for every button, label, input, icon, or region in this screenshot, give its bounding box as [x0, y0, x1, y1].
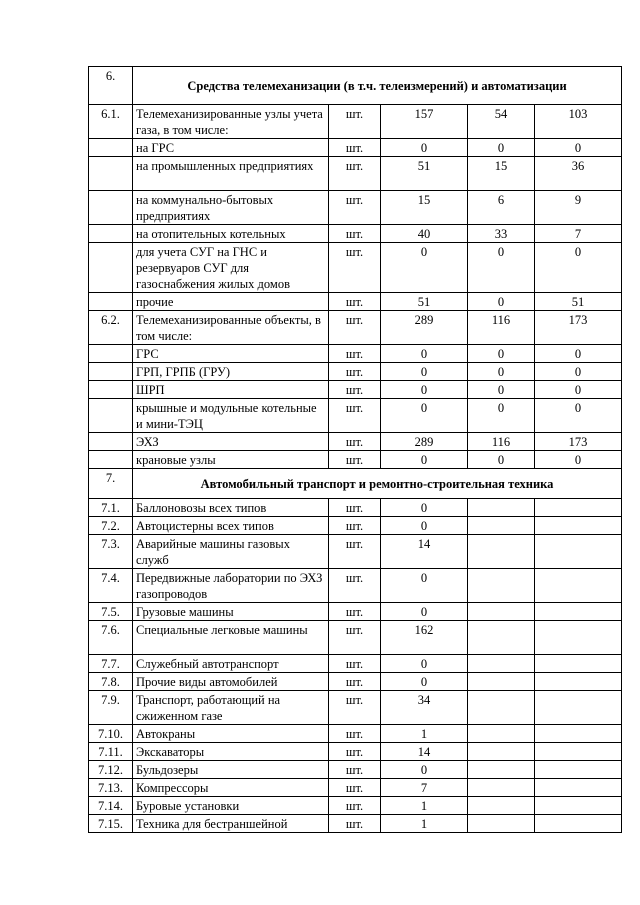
row-value-3	[535, 517, 622, 535]
row-number: 7.1.	[89, 499, 133, 517]
row-value-1: 0	[381, 243, 468, 293]
row-unit: шт.	[329, 243, 381, 293]
row-unit: шт.	[329, 569, 381, 603]
row-value-2: 15	[468, 157, 535, 191]
row-name: для учета СУГ на ГНС и резервуаров СУГ для газоснабжения жилых домов	[133, 243, 329, 293]
row-value-1: 14	[381, 743, 468, 761]
row-value-1: 15	[381, 191, 468, 225]
row-value-1: 34	[381, 691, 468, 725]
table-row	[89, 293, 622, 311]
row-number: 7.5.	[89, 603, 133, 621]
row-name: Техника для бестраншейной	[133, 815, 329, 833]
row-name: ГРП, ГРПБ (ГРУ)	[133, 363, 329, 381]
row-value-3: 173	[535, 311, 622, 345]
row-value-1: 157	[381, 105, 468, 139]
row-name: Грузовые машины	[133, 603, 329, 621]
table-row	[89, 691, 622, 725]
row-value-1: 51	[381, 293, 468, 311]
table-row	[89, 381, 622, 399]
row-number: 7.10.	[89, 725, 133, 743]
row-value-2: 6	[468, 191, 535, 225]
row-number: 7.14.	[89, 797, 133, 815]
row-value-2: 0	[468, 363, 535, 381]
row-number: 6.1.	[89, 105, 133, 139]
row-value-2: 0	[468, 243, 535, 293]
row-value-3: 0	[535, 381, 622, 399]
row-value-3: 0	[535, 139, 622, 157]
row-unit: шт.	[329, 603, 381, 621]
table-row	[89, 499, 622, 517]
row-number	[89, 157, 133, 191]
row-unit: шт.	[329, 293, 381, 311]
table-row	[89, 139, 622, 157]
section-title: Автомобильный транспорт и ремонтно-строительная техника	[133, 469, 622, 499]
table-row	[89, 517, 622, 535]
row-value-1: 1	[381, 725, 468, 743]
row-value-3	[535, 603, 622, 621]
row-value-3	[535, 761, 622, 779]
row-value-3: 0	[535, 451, 622, 469]
row-value-2	[468, 725, 535, 743]
row-unit: шт.	[329, 191, 381, 225]
section-number: 7.	[89, 469, 133, 499]
table-row	[89, 603, 622, 621]
table-row	[89, 779, 622, 797]
row-value-1: 0	[381, 569, 468, 603]
row-value-3: 0	[535, 399, 622, 433]
row-value-2	[468, 603, 535, 621]
table-row	[89, 363, 622, 381]
row-unit: шт.	[329, 797, 381, 815]
table-row	[89, 345, 622, 363]
row-value-1: 0	[381, 139, 468, 157]
row-name: Специальные легковые машины	[133, 621, 329, 655]
row-number: 7.6.	[89, 621, 133, 655]
row-number	[89, 243, 133, 293]
row-value-3	[535, 725, 622, 743]
row-value-2: 0	[468, 381, 535, 399]
row-value-3	[535, 569, 622, 603]
table-row	[89, 243, 622, 293]
row-number	[89, 191, 133, 225]
row-unit: шт.	[329, 157, 381, 191]
row-name: на ГРС	[133, 139, 329, 157]
row-value-3	[535, 779, 622, 797]
row-value-3: 173	[535, 433, 622, 451]
row-unit: шт.	[329, 725, 381, 743]
row-value-2: 0	[468, 293, 535, 311]
table-row	[89, 157, 622, 191]
row-value-1: 14	[381, 535, 468, 569]
row-value-1: 0	[381, 517, 468, 535]
row-value-1: 0	[381, 363, 468, 381]
row-number: 7.7.	[89, 655, 133, 673]
row-unit: шт.	[329, 225, 381, 243]
row-number: 7.12.	[89, 761, 133, 779]
row-unit: шт.	[329, 399, 381, 433]
row-value-1: 162	[381, 621, 468, 655]
row-name: на отопительных котельных	[133, 225, 329, 243]
row-value-3: 103	[535, 105, 622, 139]
row-number	[89, 363, 133, 381]
row-number	[89, 381, 133, 399]
row-value-2	[468, 499, 535, 517]
table-row	[89, 569, 622, 603]
row-value-2: 0	[468, 399, 535, 433]
section-header-row	[89, 67, 622, 105]
row-number	[89, 451, 133, 469]
row-unit: шт.	[329, 535, 381, 569]
row-name: ГРС	[133, 345, 329, 363]
row-unit: шт.	[329, 381, 381, 399]
row-number	[89, 433, 133, 451]
row-value-3: 51	[535, 293, 622, 311]
table-row	[89, 797, 622, 815]
table-row	[89, 311, 622, 345]
row-value-3: 9	[535, 191, 622, 225]
row-value-2	[468, 691, 535, 725]
row-value-2	[468, 569, 535, 603]
row-name: Телемеханизированные объекты, в том числе:	[133, 311, 329, 345]
section-number: 6.	[89, 67, 133, 105]
table-row	[89, 451, 622, 469]
row-value-1: 40	[381, 225, 468, 243]
row-value-3	[535, 673, 622, 691]
row-name: Служебный автотранспорт	[133, 655, 329, 673]
row-value-1: 0	[381, 499, 468, 517]
section-header-row	[89, 469, 622, 499]
row-value-3: 36	[535, 157, 622, 191]
row-number: 7.9.	[89, 691, 133, 725]
row-value-3	[535, 691, 622, 725]
row-value-2	[468, 761, 535, 779]
row-unit: шт.	[329, 743, 381, 761]
row-unit: шт.	[329, 311, 381, 345]
row-unit: шт.	[329, 499, 381, 517]
row-name: Бульдозеры	[133, 761, 329, 779]
row-value-3: 0	[535, 243, 622, 293]
row-value-1: 1	[381, 797, 468, 815]
row-number	[89, 345, 133, 363]
row-number: 7.15.	[89, 815, 133, 833]
table-row	[89, 535, 622, 569]
row-unit: шт.	[329, 517, 381, 535]
row-unit: шт.	[329, 779, 381, 797]
row-number	[89, 225, 133, 243]
table-row	[89, 433, 622, 451]
row-value-2: 0	[468, 345, 535, 363]
row-unit: шт.	[329, 691, 381, 725]
row-name: ШРП	[133, 381, 329, 399]
row-name: прочие	[133, 293, 329, 311]
table-body	[89, 67, 622, 833]
row-value-1: 289	[381, 311, 468, 345]
row-value-2: 0	[468, 451, 535, 469]
row-value-1: 0	[381, 451, 468, 469]
row-value-1: 0	[381, 761, 468, 779]
row-value-2: 0	[468, 139, 535, 157]
row-value-3	[535, 797, 622, 815]
row-value-3	[535, 743, 622, 761]
table-row	[89, 761, 622, 779]
row-name: Передвижные лаборатории по ЭХЗ газопроводов	[133, 569, 329, 603]
table-row	[89, 225, 622, 243]
row-number: 7.3.	[89, 535, 133, 569]
row-value-3	[535, 499, 622, 517]
table-row	[89, 815, 622, 833]
row-name: крышные и модульные котельные и мини-ТЭЦ	[133, 399, 329, 433]
table-row	[89, 743, 622, 761]
row-value-1: 7	[381, 779, 468, 797]
row-unit: шт.	[329, 655, 381, 673]
row-unit: шт.	[329, 345, 381, 363]
document-page	[88, 66, 621, 833]
row-unit: шт.	[329, 139, 381, 157]
row-name: Баллоновозы всех типов	[133, 499, 329, 517]
row-number	[89, 139, 133, 157]
row-value-1: 0	[381, 345, 468, 363]
row-value-2	[468, 815, 535, 833]
row-unit: шт.	[329, 815, 381, 833]
row-name: Экскаваторы	[133, 743, 329, 761]
row-value-2: 116	[468, 311, 535, 345]
row-unit: шт.	[329, 761, 381, 779]
row-value-1: 1	[381, 815, 468, 833]
row-number: 7.13.	[89, 779, 133, 797]
row-value-3	[535, 621, 622, 655]
row-value-2	[468, 797, 535, 815]
row-number: 7.11.	[89, 743, 133, 761]
row-unit: шт.	[329, 105, 381, 139]
row-value-1: 51	[381, 157, 468, 191]
row-name: на коммунально-бытовых предприятиях	[133, 191, 329, 225]
row-value-3: 0	[535, 363, 622, 381]
row-value-3	[535, 655, 622, 673]
row-value-2	[468, 673, 535, 691]
row-value-3: 0	[535, 345, 622, 363]
row-value-3	[535, 535, 622, 569]
row-value-2	[468, 535, 535, 569]
table-row	[89, 655, 622, 673]
row-name: Аварийные машины газовых служб	[133, 535, 329, 569]
row-value-1: 289	[381, 433, 468, 451]
row-unit: шт.	[329, 621, 381, 655]
row-value-3: 7	[535, 225, 622, 243]
row-name: Автоцистерны всех типов	[133, 517, 329, 535]
row-name: Буровые установки	[133, 797, 329, 815]
table-row	[89, 191, 622, 225]
row-unit: шт.	[329, 451, 381, 469]
row-value-2	[468, 517, 535, 535]
table-row	[89, 105, 622, 139]
row-name: крановые узлы	[133, 451, 329, 469]
row-value-1: 0	[381, 655, 468, 673]
row-value-1: 0	[381, 603, 468, 621]
section-title: Средства телемеханизации (в т.ч. телеизмерений) и автоматизации	[133, 67, 622, 105]
table-row	[89, 399, 622, 433]
row-name: ЭХЗ	[133, 433, 329, 451]
row-value-1: 0	[381, 399, 468, 433]
row-value-2	[468, 655, 535, 673]
row-number: 7.4.	[89, 569, 133, 603]
row-name: Компрессоры	[133, 779, 329, 797]
row-unit: шт.	[329, 433, 381, 451]
row-name: Телемеханизированные узлы учета газа, в том числе:	[133, 105, 329, 139]
row-value-2: 33	[468, 225, 535, 243]
row-value-3	[535, 815, 622, 833]
row-value-1: 0	[381, 673, 468, 691]
row-name: на промышленных предприятиях	[133, 157, 329, 191]
row-name: Прочие виды автомобилей	[133, 673, 329, 691]
row-value-1: 0	[381, 381, 468, 399]
row-number: 7.8.	[89, 673, 133, 691]
row-name: Транспорт, работающий на сжиженном газе	[133, 691, 329, 725]
row-value-2: 116	[468, 433, 535, 451]
row-value-2	[468, 621, 535, 655]
row-name: Автокраны	[133, 725, 329, 743]
row-value-2: 54	[468, 105, 535, 139]
row-unit: шт.	[329, 363, 381, 381]
row-value-2	[468, 743, 535, 761]
data-table	[88, 66, 622, 833]
row-value-2	[468, 779, 535, 797]
row-number	[89, 399, 133, 433]
row-number: 7.2.	[89, 517, 133, 535]
row-number: 6.2.	[89, 311, 133, 345]
row-unit: шт.	[329, 673, 381, 691]
row-number	[89, 293, 133, 311]
table-row	[89, 673, 622, 691]
table-row	[89, 725, 622, 743]
table-row	[89, 621, 622, 655]
